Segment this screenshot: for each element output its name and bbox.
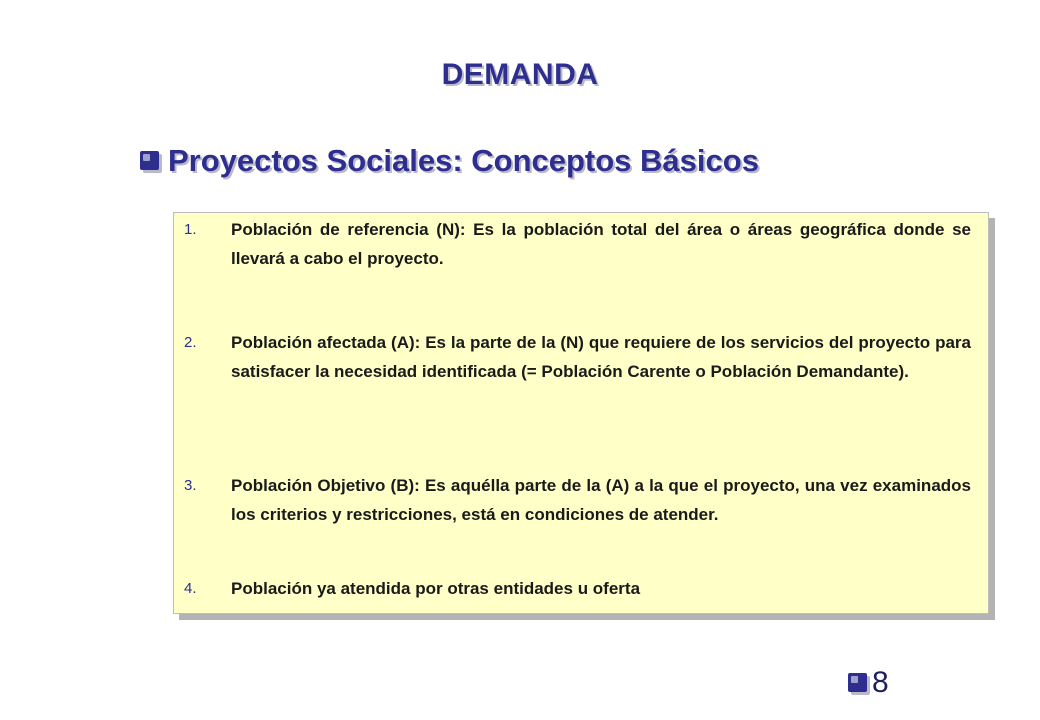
list-item-text: Población Objetivo (B): Es aquélla parte de la (A) a la que el proyecto, una vez examinados los criterios y restricciones, está en condiciones de atender. bbox=[231, 476, 971, 524]
list-item-text: Población afectada (A): Es la parte de la (N) que requiere de los servicios del proyecto para satisfacer la necesidad identificada (= Población Carente o Población Demandante). bbox=[231, 333, 971, 381]
square-bullet-icon bbox=[140, 151, 162, 173]
page-number bbox=[848, 666, 889, 700]
list-item bbox=[184, 471, 971, 529]
list-item-number: 2. bbox=[184, 334, 197, 351]
list-item-text: Población de referencia (N): Es la población total del área o áreas geográfica donde se llevará a cabo el proyecto. bbox=[231, 220, 971, 268]
list-item bbox=[184, 328, 971, 386]
slide-subtitle bbox=[140, 143, 759, 179]
square-bullet-icon bbox=[848, 673, 870, 695]
page-number-text: 8 bbox=[872, 666, 889, 699]
subtitle-text: Proyectos Sociales: Conceptos Básicos bbox=[168, 143, 759, 178]
list-item-number: 4. bbox=[184, 580, 197, 597]
list-item-number: 1. bbox=[184, 221, 197, 238]
list-item bbox=[184, 574, 971, 603]
content-box bbox=[173, 212, 989, 614]
list-item bbox=[184, 215, 971, 273]
list-item-number: 3. bbox=[184, 477, 197, 494]
slide-title: DEMANDA bbox=[441, 58, 599, 91]
list-item-text: Población ya atendida por otras entidades u oferta bbox=[231, 579, 641, 598]
